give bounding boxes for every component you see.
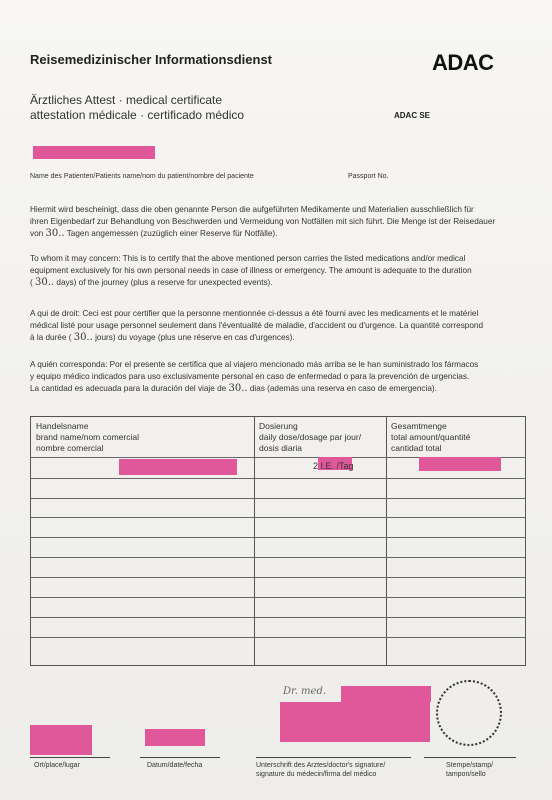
days-handwritten: 30.. — [35, 277, 55, 289]
header-brand-name: Handelsname brand name/nom comercial nombre comercial — [36, 421, 139, 453]
days-handwritten: 30.. — [45, 228, 65, 240]
place-line — [30, 757, 110, 758]
stamp-circle — [436, 680, 502, 746]
paragraph-german — [30, 204, 520, 241]
row1-dose: 2 I.E. /Tag — [313, 461, 354, 471]
paragraph-english-line-3: ( 30.. days) of the journey (plus a reserve for unexpected events). — [30, 277, 273, 289]
header-dose: Dosierung daily dose/dosage par jour/ dosis diaria — [259, 421, 362, 453]
brand-name-redaction — [119, 459, 237, 475]
signature-redaction-upper — [341, 686, 431, 702]
adac-logo: ADAC — [432, 50, 494, 75]
paragraph-spanish-line-1: A quién corresponda: Por el presente se certifica que al viajero mencionado más arriba se le han suministrado los fármacos — [30, 360, 479, 369]
paragraph-german-line-3: von 30.. Tagen angemessen (zuzüglich einer Reserve für Notfälle). — [30, 228, 278, 240]
table-row-line — [31, 517, 525, 518]
service-title: Reisemedizinischer Informationsdienst — [30, 52, 273, 67]
paragraph-spanish-line-2: y equipo médico indicados para uso exclusivamente personal en caso de enfermedad o para la prevención de urgencias. — [30, 372, 470, 382]
paragraph-german-line-2: ihren Eigenbedarf zur Behandlung von Beschwerden und Vermeidung von Notfällen mit sich führt. Die Menge ist der Reisedauer — [30, 217, 496, 227]
passport-label: Passport No. — [348, 173, 389, 180]
paragraph-english-line-1: To whom it may concern: This is to certify that the above mentioned person carries the listed medications and/or medical — [30, 254, 466, 263]
stamp-line — [424, 757, 516, 758]
place-redaction — [30, 725, 92, 755]
total-amount-redaction — [419, 457, 501, 471]
signature-label: Unterschrift des Arztes/doctor's signature/ signature du médecin/firma del médico — [256, 762, 386, 778]
paragraph-french — [30, 308, 520, 345]
brand-code: ADAC SE — [394, 111, 431, 120]
table-row-line — [31, 498, 525, 499]
paragraph-spanish-line-3: La cantidad es adecuada para la duración del viaje de 30.. dias (además una reserva en caso de emergencia). — [30, 383, 437, 395]
certificate-title-line-2: attestation médicale · certificado médico — [30, 108, 245, 122]
date-redaction — [145, 729, 205, 746]
table-column-divider — [386, 417, 387, 665]
paragraph-spanish — [30, 359, 520, 396]
table-row-line — [31, 617, 525, 618]
signature-prefix: Dr. med. — [283, 686, 327, 697]
paragraph-french-line-2: médical listé pour usage personnel seulement dans l'éventualité de maladie, d'accident ou d'urgence. La quantité correspond — [30, 321, 484, 331]
header-total-amount: Gesamtmenge total amount/quantité cantidad total — [391, 421, 471, 453]
paragraph-french-line-1: A qui de droit: Ceci est pour certifier que la personne mentionnée ci-dessus a été fourni avec les medicaments et le matériel — [30, 309, 479, 318]
table-row-line — [31, 637, 525, 638]
days-handwritten: 30.. — [73, 332, 93, 344]
medication-table — [30, 416, 526, 666]
date-label: Datum/date/fecha — [147, 762, 203, 769]
certificate-title-line-1: Ärztliches Attest · medical certificate — [30, 93, 223, 107]
signature-line — [256, 757, 411, 758]
paragraph-english — [30, 253, 520, 290]
table-row-line — [31, 557, 525, 558]
stamp-label: Stempe/stamp/ tampon/sello — [446, 762, 494, 778]
paragraph-german-line-1: Hiermit wird bescheinigt, dass die oben genannte Person die aufgeführten Medikamente und Materialien ausschließlich für — [30, 205, 474, 214]
table-row-line — [31, 597, 525, 598]
table-row-line — [31, 577, 525, 578]
patient-name-redaction — [33, 146, 155, 159]
signature-redaction-lower — [280, 702, 430, 742]
date-line — [140, 757, 220, 758]
table-row-line — [31, 537, 525, 538]
place-label: Ort/place/lugar — [34, 762, 80, 769]
paragraph-english-line-2: equipment exclusively for his own personal needs in case of illness or emergency. The amount is adequate to the duration — [30, 266, 472, 276]
paragraph-french-line-3: à la durée ( 30.. jours) du voyage (plus une réserve en cas d'urgences). — [30, 332, 295, 344]
patient-name-label: Name des Patienten/Patients name/nom du patient/nombre del paciente — [30, 173, 254, 180]
table-row-line — [31, 478, 525, 479]
table-column-divider — [254, 417, 255, 665]
days-handwritten: 30.. — [228, 383, 248, 395]
